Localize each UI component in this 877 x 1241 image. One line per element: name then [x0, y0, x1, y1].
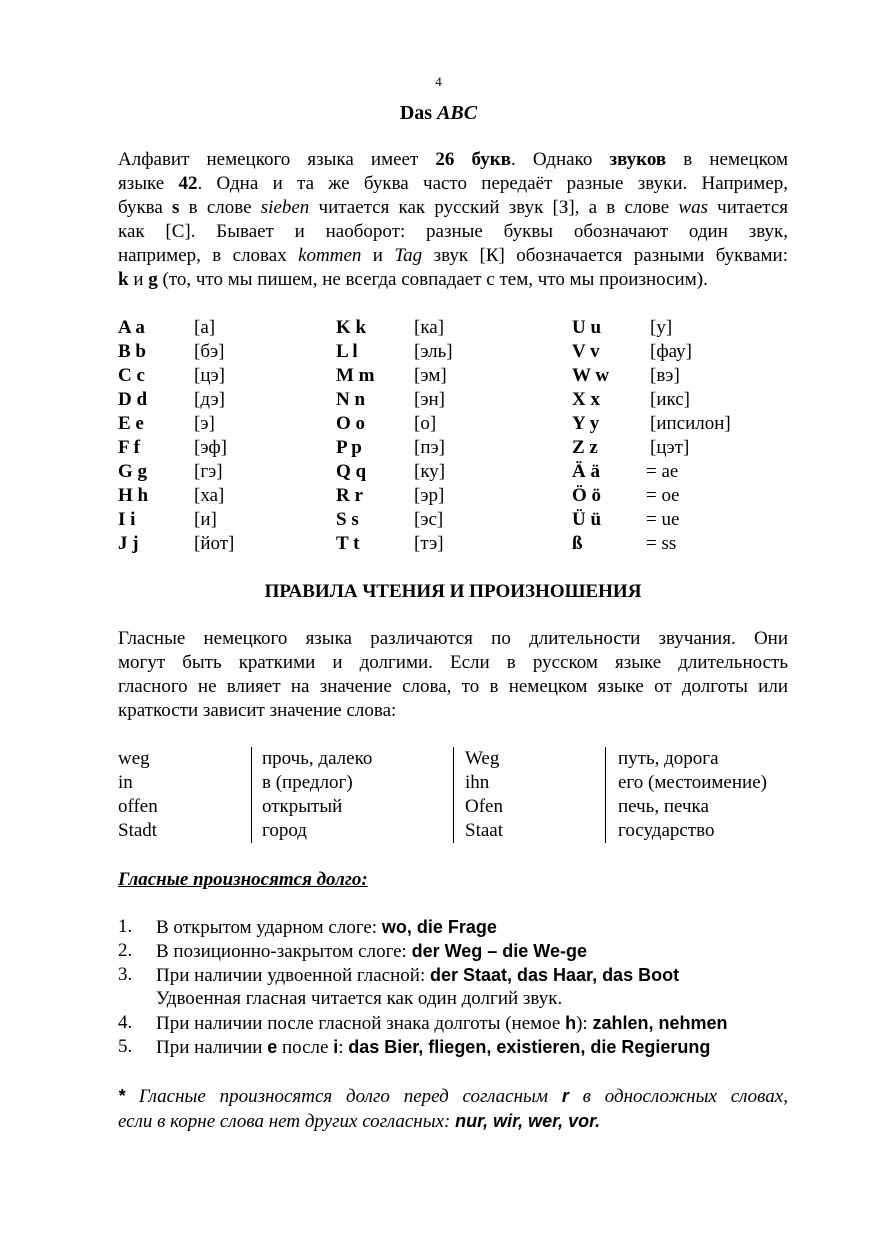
letter-sound: [ка] — [414, 317, 445, 338]
short-word: in — [118, 772, 133, 793]
letter: R r — [336, 485, 363, 506]
intro-text: языке — [118, 173, 179, 194]
letter-sound: [эль] — [414, 341, 453, 362]
rules-line: краткости зависит значение слова: — [118, 700, 397, 721]
intro-text: читается как русский звук [З], а в слове — [309, 197, 679, 218]
short-word: weg — [118, 748, 150, 769]
intro-text: (то, что мы пишем, не всегда совпадает с тем, что мы произносим). — [157, 269, 708, 290]
letter-sound: [цэ] — [194, 365, 225, 386]
letter-sound: [фау] — [650, 341, 692, 362]
rule-example: der Weg – die We-ge — [411, 941, 587, 961]
rule-text — [156, 963, 679, 988]
letter-sound: [ипсилон] — [650, 413, 731, 434]
intro-line — [118, 244, 788, 268]
rules-line: Гласные немецкого языка различаются по длительности звучания. Они — [118, 628, 788, 649]
short-word-meaning: открытый — [262, 796, 343, 817]
rule-example: zahlen, nehmen — [592, 1013, 728, 1033]
word-pair-row — [118, 747, 798, 771]
page-number: 4 — [435, 74, 442, 89]
letter: I i — [118, 509, 136, 530]
letter-sound: [бэ] — [194, 341, 225, 362]
letter-sound: [йот] — [194, 533, 235, 554]
letter-sound: = ue — [646, 509, 680, 530]
letter: M m — [336, 365, 375, 386]
long-word-meaning: его (местоимение) — [618, 772, 767, 793]
letter-sound: [эм] — [414, 365, 447, 386]
intro-bold: 42 — [178, 173, 198, 194]
footnote-text: Гласные произносятся долго перед согласным — [125, 1086, 562, 1107]
footnote-star: * — [118, 1086, 126, 1106]
rule-item — [118, 915, 798, 939]
rules-line: гласного не влияет на значение слова, то в немецком языке от долготы или — [118, 676, 788, 697]
letter: E e — [118, 413, 144, 434]
rule-example: das Bier, fliegen, existieren, die Regierung — [348, 1037, 711, 1057]
rule-plain: : — [338, 1037, 349, 1058]
word-pair-row — [118, 795, 798, 819]
letter: L l — [336, 341, 358, 362]
word-pairs-table — [118, 747, 798, 843]
rule-item — [118, 939, 798, 963]
letter: Q q — [336, 461, 367, 482]
letter-sound: [ку] — [414, 461, 446, 482]
letter: Ä ä — [572, 461, 600, 482]
long-word-meaning: путь, дорога — [618, 748, 719, 769]
intro-italic: sieben — [260, 197, 310, 218]
letter-sound: [тэ] — [414, 533, 444, 554]
letter: G g — [118, 461, 148, 482]
rule-plain: ): — [576, 1013, 593, 1034]
section-title: ПРАВИЛА ЧТЕНИЯ И ПРОИЗНОШЕНИЯ — [264, 581, 642, 602]
intro-bold: k — [118, 269, 129, 290]
letter-sound: [ха] — [194, 485, 225, 506]
short-word: offen — [118, 796, 158, 817]
short-word-meaning: прочь, далеко — [262, 748, 373, 769]
letter: Ö ö — [572, 485, 602, 506]
intro-text: и — [361, 245, 395, 266]
long-word: Staat — [465, 820, 503, 841]
footnote-letter: r — [561, 1086, 569, 1106]
letter-sound: [и] — [194, 509, 217, 530]
rule-continuation — [118, 987, 798, 1011]
short-word-meaning: город — [262, 820, 307, 841]
letter-sound: [гэ] — [194, 461, 223, 482]
letter-sound: [эф] — [194, 437, 228, 458]
rule-number: 4. — [118, 1012, 133, 1033]
rule-plain: В открытом ударном слоге: — [156, 917, 382, 938]
footnote — [118, 1084, 788, 1134]
letter: D d — [118, 389, 148, 410]
letter: Y y — [572, 413, 600, 434]
letter: H h — [118, 485, 149, 506]
letter: V v — [572, 341, 600, 362]
page-title — [0, 101, 877, 125]
letter: B b — [118, 341, 146, 362]
intro-italic: was — [678, 197, 708, 218]
long-word: Ofen — [465, 796, 503, 817]
letter-sound: [о] — [414, 413, 437, 434]
rule-plain: При наличии после гласной знака долготы (немое — [156, 1013, 566, 1034]
long-word: ihn — [465, 772, 490, 793]
rule-letter: i — [333, 1037, 339, 1057]
word-pair-row — [118, 771, 798, 795]
rule-number: 3. — [118, 964, 133, 985]
rule-text — [156, 939, 587, 964]
letter-sound: [дэ] — [194, 389, 225, 410]
letter-sound: [вэ] — [650, 365, 680, 386]
footnote-text: если в корне слова нет других согласных: — [118, 1111, 456, 1132]
letter: F f — [118, 437, 140, 458]
rules-paragraph — [118, 627, 788, 723]
intro-text: и — [128, 269, 149, 290]
letter: Z z — [572, 437, 598, 458]
letter-sound: [э] — [194, 413, 215, 434]
rule-plain: При наличии — [156, 1037, 268, 1058]
intro-italic: kommen — [298, 245, 362, 266]
letter-sound: [эс] — [414, 509, 444, 530]
intro-line — [118, 196, 788, 220]
rule-letter: e — [267, 1037, 278, 1057]
footnote-examples: nur, wir, wer, vor. — [455, 1111, 601, 1131]
letter: K k — [336, 317, 367, 338]
letter: P p — [336, 437, 362, 458]
letter: ß — [572, 533, 583, 554]
letter: T t — [336, 533, 360, 554]
rule-plain: В позиционно-закрытом слоге: — [156, 941, 412, 962]
footnote-line — [118, 1109, 788, 1134]
rule-number: 1. — [118, 916, 133, 937]
intro-bold: s — [172, 197, 180, 218]
intro-italic: Tag — [394, 245, 423, 266]
letter: S s — [336, 509, 359, 530]
rule-text — [156, 915, 497, 940]
intro-text: звук [К] обозначается разными буквами: — [422, 245, 789, 266]
rules-line: могут быть краткими и долгими. Если в русском языке длительность — [118, 652, 788, 673]
letter: J j — [118, 533, 139, 554]
title-italic: ABC — [437, 102, 478, 124]
intro-bold: звуков — [609, 149, 667, 170]
intro-bold: 26 букв — [435, 149, 511, 170]
letter: Ü ü — [572, 509, 602, 530]
intro-text: . Однако — [510, 149, 610, 170]
letter: W w — [572, 365, 610, 386]
letter: X x — [572, 389, 600, 410]
letter: A a — [118, 317, 145, 338]
intro-line — [118, 172, 788, 196]
letter: C c — [118, 365, 145, 386]
rule-plain: Удвоенная гласная читается как один долгий звук. — [156, 988, 563, 1009]
intro-text: . Одна и та же буква часто передаёт разные звуки. Например, — [197, 173, 788, 194]
letter: N n — [336, 389, 366, 410]
letter-sound: [эн] — [414, 389, 445, 410]
intro-text: Алфавит немецкого языка имеет — [118, 149, 436, 170]
letter-sound: [цэт] — [650, 437, 690, 458]
rule-example: der Staat, das Haar, das Boot — [429, 965, 680, 985]
intro-line — [118, 148, 788, 172]
letter-sound: [эр] — [414, 485, 445, 506]
letter-sound: [икс] — [650, 389, 691, 410]
intro-line — [118, 220, 788, 244]
footnote-line — [118, 1084, 788, 1109]
rule-letter: h — [565, 1013, 577, 1033]
intro-paragraph — [118, 148, 788, 292]
short-word-meaning: в (предлог) — [262, 772, 353, 793]
rule-example: wo, die Frage — [381, 917, 497, 937]
short-word: Stadt — [118, 820, 158, 841]
rule-plain: При наличии удвоенной гласной: — [156, 965, 430, 986]
intro-bold: g — [148, 269, 158, 290]
rule-text — [156, 1011, 727, 1036]
letter-sound: [пэ] — [414, 437, 445, 458]
rule-item — [118, 1035, 798, 1059]
intro-text: например, в словах — [118, 245, 299, 266]
rule-number: 5. — [118, 1036, 133, 1057]
long-word-meaning: печь, печка — [618, 796, 709, 817]
letter-sound: = oe — [646, 485, 680, 506]
long-vowels-heading: Гласные произносятся долго: — [118, 869, 368, 890]
rule-text — [156, 1035, 710, 1060]
long-word: Weg — [465, 748, 500, 769]
footnote-text: в односложных словах, — [568, 1086, 788, 1107]
title-prefix: Das — [399, 102, 438, 124]
letter-sound: = ae — [646, 461, 679, 482]
letter-sound: [а] — [194, 317, 216, 338]
intro-text: буква — [118, 197, 173, 218]
word-pair-row — [118, 819, 798, 843]
letter: U u — [572, 317, 602, 338]
letter-sound: [у] — [650, 317, 673, 338]
letter: O o — [336, 413, 366, 434]
long-vowel-rules-list — [118, 915, 798, 1059]
intro-text: как [С]. Бывает и наоборот: разные буквы обозначают один звук, — [118, 221, 788, 242]
intro-line — [118, 268, 788, 292]
rule-plain: после — [277, 1037, 334, 1058]
intro-text: в немецком — [666, 149, 789, 170]
letter-sound: = ss — [646, 533, 677, 554]
intro-text: читается — [707, 197, 789, 218]
long-word-meaning: государство — [618, 820, 715, 841]
rule-number: 2. — [118, 940, 133, 961]
rule-item — [118, 963, 798, 987]
intro-text: в слове — [179, 197, 261, 218]
rule-item — [118, 1011, 798, 1035]
